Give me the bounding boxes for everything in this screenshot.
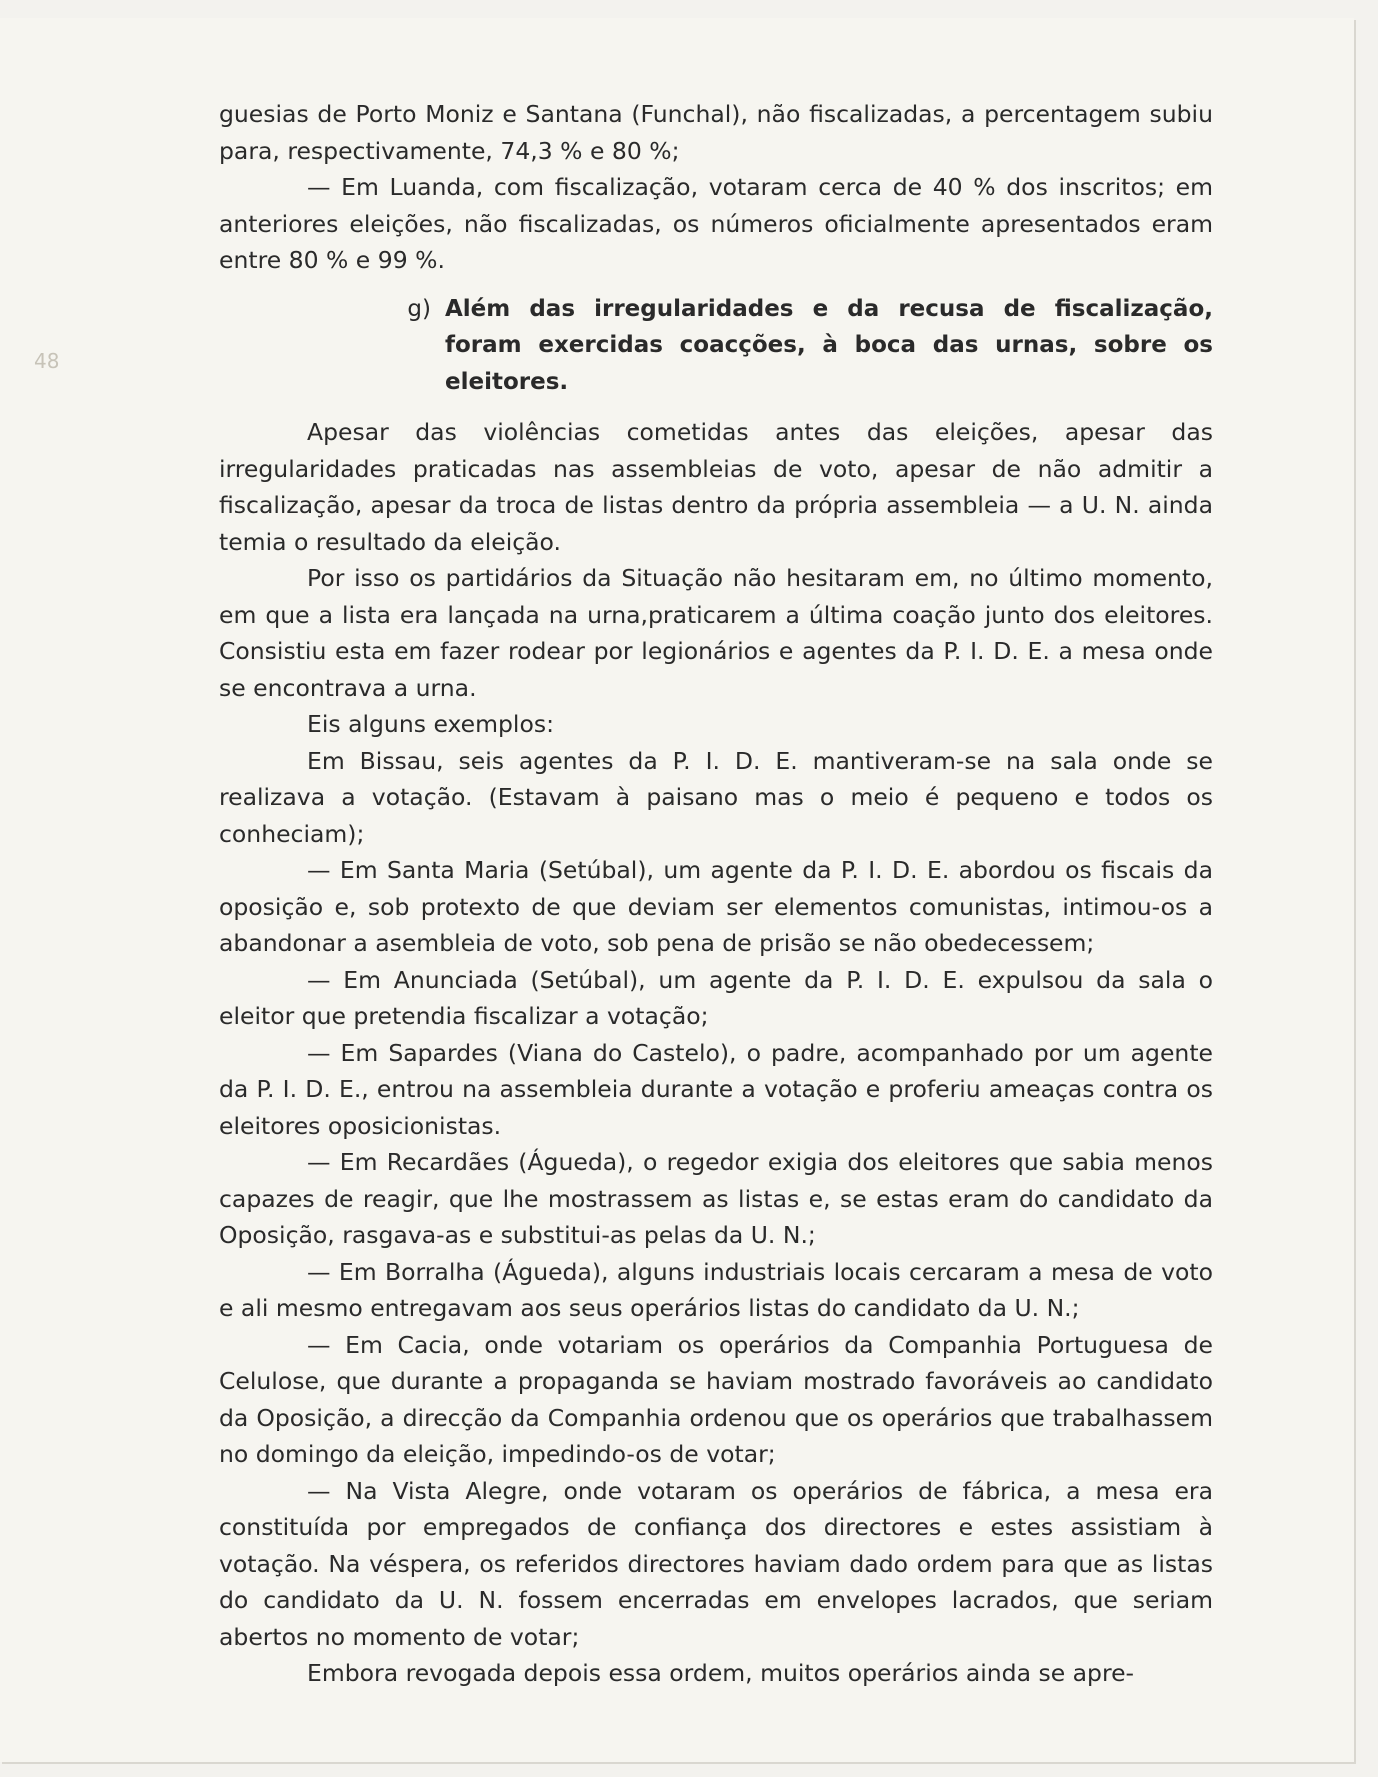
paragraph-santa-maria: — Em Santa Maria (Setúbal), um agente da P. I. D. E. abordou os fiscais da oposição e, sob protexto de que deviam ser elementos comunistas, intimou-os a abandonar a asembleia de voto, sob pena de prisão se não obedecessem; xyxy=(219,856,1213,957)
paragraph-vista-alegre: — Na Vista Alegre, onde votaram os operários de fábrica, a mesa era constituída por empregados de confiança dos directores e estes assistiam à votação. Na véspera, os referidos directores haviam dado ordem para que as listas do candidato da U. N. fossem encerradas em envelopes lacrados, que seriam abertos no momento de votar; xyxy=(219,1476,1213,1651)
binding-margin-mark: 48 xyxy=(34,349,60,373)
section-heading-g xyxy=(219,291,1213,401)
document-body xyxy=(219,96,1213,1692)
paragraph-embora: Embora revogada depois essa ordem, muitos operários ainda se apre- xyxy=(307,1659,1135,1687)
paragraph-luanda: — Em Luanda, com fiscalização, votaram cerca de 40 % dos inscritos; em anteriores eleições, não fiscalizadas, os números oficialmente apresentados eram entre 80 % e 99 %. xyxy=(219,173,1213,274)
paragraph-recardaes: — Em Recardães (Águeda), o regedor exigia dos eleitores que sabia menos capazes de reagir, que lhe mostrassem as listas e, se estas eram do candidato da Oposição, rasgava-as e substitui-as pelas da U. N.; xyxy=(219,1148,1213,1249)
section-heading-text: Além das irregularidades e da recusa de fiscalização, foram exercidas coacções, à boca das urnas, sobre os eleitores. xyxy=(445,295,1213,395)
paragraph-apesar: Apesar das violências cometidas antes das eleições, apesar das irregularidades praticadas nas assembleias de voto, apesar de não admitir a fiscalização, apesar da troca de listas dentro da própria assembleia — a U. N. ainda temia o resultado da eleição. xyxy=(219,418,1213,556)
paragraph-borralha: — Em Borralha (Águeda), alguns industriais locais cercaram a mesa de voto e ali mesmo entregavam aos seus operários listas do candidato da U. N.; xyxy=(219,1257,1213,1322)
paragraph-continuation: guesias de Porto Moniz e Santana (Funchal), não fiscalizadas, a percentagem subiu para, respectivamente, 74,3 % e 80 %; xyxy=(219,100,1213,165)
paragraph-bissau: Em Bissau, seis agentes da P. I. D. E. mantiveram-se na sala onde se realizava a votação. (Estavam à paisano mas o meio é pequeno e todos os conheciam); xyxy=(219,746,1213,848)
paragraph-cacia: — Em Cacia, onde votariam os operários da Companhia Portuguesa de Celulose, que durante a propaganda se haviam mostrado favoráveis ao candidato da Oposição, a direcção da Companhia ordenou que os operários que trabalhassem no domingo da eleição, impedindo-os de votar; xyxy=(219,1330,1213,1468)
paragraph-eis-exemplos: Eis alguns exemplos: xyxy=(307,710,555,738)
paragraph-sapardes: — Em Sapardes (Viana do Castelo), o padre, acompanhado por um agente da P. I. D. E., entrou na assembleia durante a votação e proferiu ameaças contra os eleitores oposicionistas. xyxy=(219,1038,1213,1140)
paragraph-por-isso: Por isso os partidários da Situação não hesitaram em, no último momento, em que a lista era lançada na urna,praticarem a última coação junto dos eleitores. Consistiu esta em fazer rodear por legionários e agentes da P. I. D. E. a mesa onde se encontrava a urna. xyxy=(219,564,1213,702)
paragraph-anunciada: — Em Anunciada (Setúbal), um agente da P. I. D. E. expulsou da sala o eleitor que pretendia fiscalizar a votação; xyxy=(219,965,1213,1030)
section-marker: g) xyxy=(407,295,431,322)
